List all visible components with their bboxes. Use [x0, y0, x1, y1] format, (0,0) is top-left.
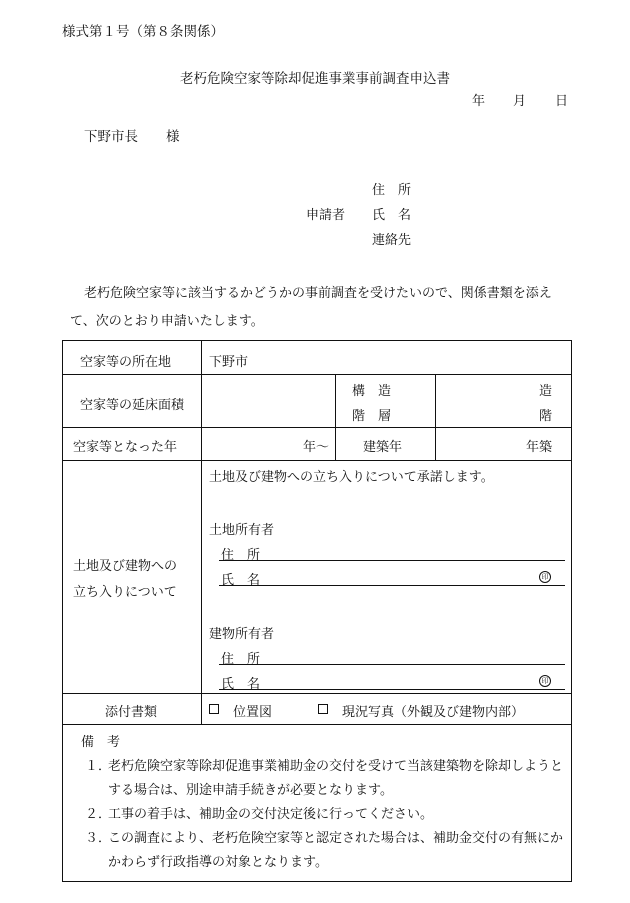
seal-mark: 印 — [539, 675, 551, 687]
attachments-label: 添付書類 — [105, 705, 158, 720]
grid-line — [63, 460, 571, 461]
notes-heading: 備 考 — [81, 735, 121, 750]
land-owner-name-line[interactable] — [219, 585, 565, 586]
attachment-2-label: 現況写真（外観及び建物内部） — [342, 705, 525, 720]
applicant-contact-label: 連絡先 — [372, 233, 412, 248]
form-number: 様式第１号（第８条関係） — [62, 24, 224, 40]
land-owner-name-label: 氏 名 — [221, 573, 261, 588]
structure-label: 構 造 — [352, 384, 392, 399]
consent-text: 土地及び建物への立ち入りについて承諾します。 — [209, 470, 494, 485]
date-day-label: 日 — [555, 94, 569, 109]
grid-line — [201, 341, 202, 724]
entry-label-line1: 土地及び建物への — [73, 559, 178, 574]
built-year-label: 建築年 — [363, 440, 403, 455]
floor-area-label: 空家等の延床面積 — [80, 398, 185, 413]
built-year-suffix: 年築 — [526, 440, 553, 455]
grid-line — [63, 724, 571, 725]
applicant-address-label: 住 所 — [372, 183, 412, 198]
document-title: 老朽危険空家等除却促進事業事前調査申込書 — [180, 71, 450, 87]
note-2-number: ２． — [85, 807, 112, 822]
body-text: 老朽危険空家等に該当するかどうかの事前調査を受けたいので、関係書類を添えて、次のとおり申請いたします。 — [70, 286, 552, 329]
land-owner-address-line[interactable] — [219, 560, 565, 561]
building-owner-name-line[interactable] — [219, 689, 565, 690]
note-1-number: １． — [85, 759, 112, 774]
grid-line — [63, 374, 571, 375]
addressee — [84, 125, 180, 145]
building-owner-name-label: 氏 名 — [221, 677, 261, 692]
grid-line — [435, 374, 436, 460]
grid-line — [63, 693, 571, 694]
applicant-label: 申請者 — [306, 208, 346, 223]
building-owner-address-label: 住 所 — [221, 652, 261, 667]
vacant-year-suffix: 年〜 — [303, 440, 330, 455]
date-month-label: 月 — [513, 94, 527, 109]
attachment-2-checkbox[interactable] — [318, 704, 328, 714]
seal-mark: 印 — [539, 571, 551, 583]
land-owner-address-label: 住 所 — [221, 548, 261, 563]
applicant-name-label: 氏 名 — [372, 208, 412, 223]
addressee-honorific: 様 — [166, 129, 180, 145]
date-year-label: 年 — [472, 94, 486, 109]
land-owner-label: 土地所有者 — [209, 523, 275, 538]
note-2-text: 工事の着手は、補助金の交付決定後に行ってください。 — [108, 807, 434, 822]
note-3-number: ３． — [85, 831, 112, 846]
floors-suffix: 階 — [539, 409, 553, 424]
grid-line — [335, 374, 336, 460]
building-owner-label: 建物所有者 — [209, 627, 275, 642]
structure-suffix: 造 — [539, 384, 553, 399]
note-3-text: この調査により、老朽危険空家等と認定された場合は、補助金交付の有無にかかわらず行政指導の対象となります。 — [108, 831, 564, 870]
note-1-text: 老朽危険空家等除却促進事業補助金の交付を受けて当該建築物を除却しようとする場合は、別途申請手続きが必要となります。 — [108, 759, 564, 798]
entry-label-line2: 立ち入りについて — [73, 585, 177, 600]
attachment-1-checkbox[interactable] — [209, 704, 219, 714]
floors-label: 階 層 — [352, 409, 392, 424]
vacant-year-label: 空家等となった年 — [73, 440, 178, 455]
addressee-name: 下野市長 — [84, 129, 138, 145]
location-label: 空家等の所在地 — [80, 355, 172, 370]
attachment-1-label: 位置図 — [233, 705, 273, 720]
location-value: 下野市 — [209, 355, 249, 370]
grid-line — [63, 427, 571, 428]
building-owner-address-line[interactable] — [219, 664, 565, 665]
application-table — [62, 340, 572, 882]
